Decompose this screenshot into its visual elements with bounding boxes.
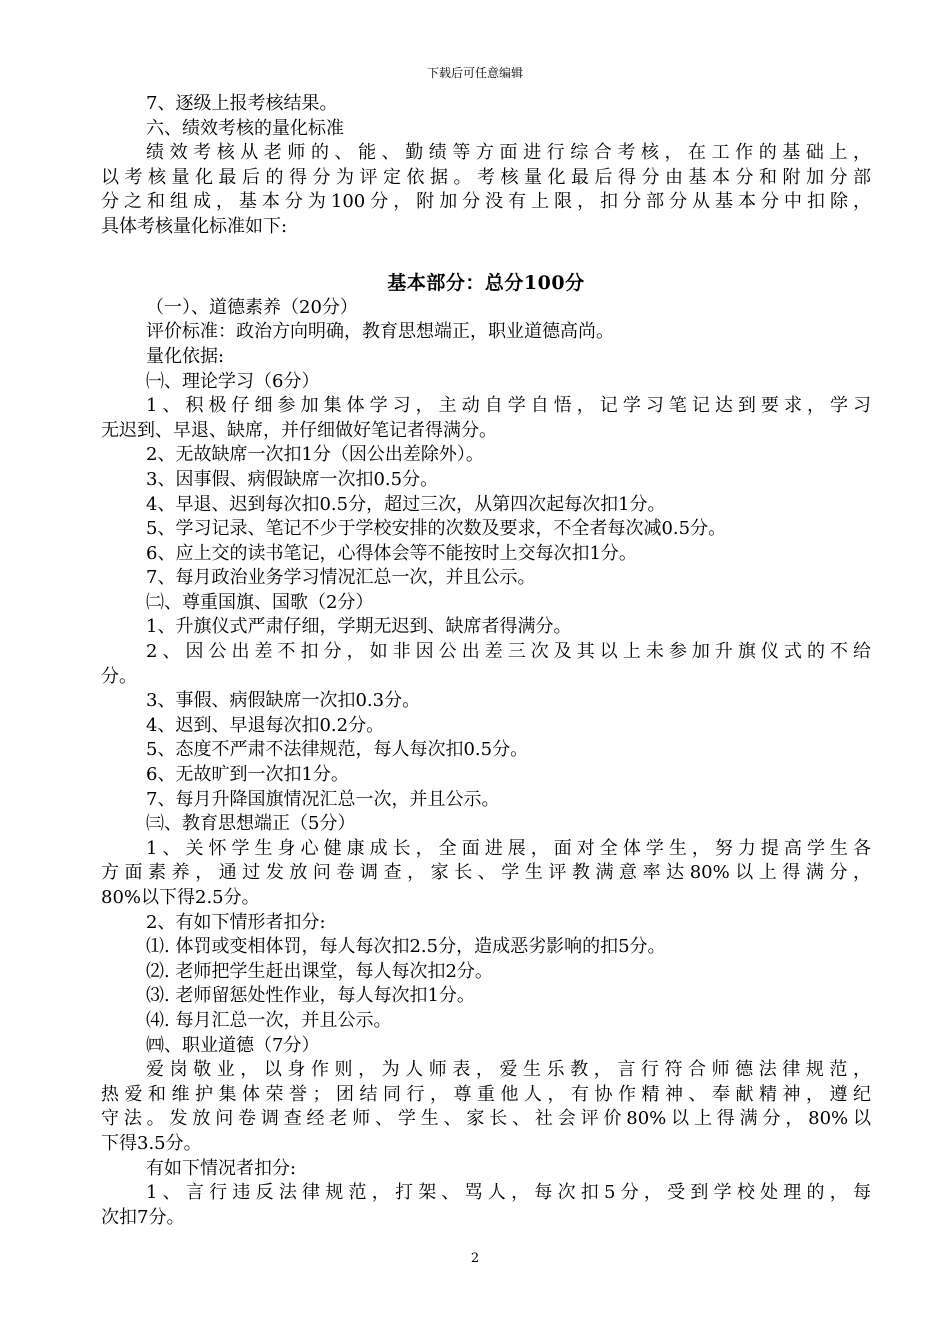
- paragraph-line: ⑴. 体罚或变相体罚，每人每次扣2.5分，造成恶劣影响的扣5分。: [146, 936, 666, 958]
- paragraph-line: 守法。发放问卷调查经老师、学生、家长、社会评价80%以上得满分，80%以: [101, 1108, 871, 1130]
- paragraph-line: 6、无故旷到一次扣1分。: [146, 764, 349, 786]
- paragraph-line: 4、早退、迟到每次扣0.5分，超过三次，从第四次起每次扣1分。: [146, 493, 666, 515]
- paragraph-line: 5、态度不严肃不法律规范，每人每次扣0.5分。: [146, 739, 529, 761]
- document-body: [101, 92, 871, 1230]
- paragraph-line: 2、因公出差不扣分，如非因公出差三次及其以上未参加升旗仪式的不给: [146, 641, 871, 663]
- section-heading: 基本部分：总分100分: [387, 272, 585, 295]
- paragraph-line: 1、积极仔细参加集体学习，主动自学自悟，记学习笔记达到要求，学习: [146, 395, 871, 417]
- paragraph-line: ⑶. 老师留惩处性作业，每人每次扣1分。: [146, 985, 475, 1007]
- item-title: ㈠、理论学习（6分）: [146, 370, 320, 392]
- paragraph-line: 以考核量化最后的得分为评定依据。考核量化最后得分由基本分和附加分部: [101, 166, 871, 188]
- paragraph-line: 2、有如下情形者扣分:: [146, 911, 326, 933]
- paragraph-line: 6、应上交的读书笔记，心得体会等不能按时上交每次扣1分。: [146, 542, 637, 564]
- paragraph-line: 具体考核量化标准如下:: [101, 215, 288, 237]
- paragraph-line: 2、无故缺席一次扣1分（因公出差除外）。: [146, 444, 484, 466]
- paragraph-line: 7、每月政治业务学习情况汇总一次，并且公示。: [146, 567, 536, 589]
- paragraph-line: 热爱和维护集体荣誉；团结同行，尊重他人，有协作精神、奉献精神，遵纪: [101, 1083, 871, 1105]
- paragraph-line: 爱岗敬业，以身作则，为人师表，爱生乐教，言行符合师德法律规范，: [146, 1059, 871, 1081]
- paragraph-line: 次扣7分。: [101, 1206, 185, 1228]
- paragraph-line: 无迟到、早退、缺席，并仔细做好笔记者得满分。: [101, 419, 497, 441]
- paragraph-line: 分。: [101, 665, 137, 687]
- paragraph-line: 绩效考核从老师的、能、勤绩等方面进行综合考核，在工作的基础上，: [146, 142, 871, 164]
- subsection-title: （一）、道德素养（20分）: [146, 296, 358, 318]
- paragraph-line: 量化依据:: [146, 345, 225, 367]
- spacer: [101, 240, 871, 265]
- item-title: ㈡、尊重国旗、国歌（2分）: [146, 591, 374, 613]
- paragraph-line: 下得3.5分。: [101, 1132, 202, 1154]
- paragraph-line: 4、迟到、早退每次扣0.2分。: [146, 714, 385, 736]
- item-title: ㈢、教育思想端正（5分）: [146, 813, 356, 835]
- paragraph-line: 7、逐级上报考核结果。: [146, 93, 338, 114]
- paragraph-line: ⑵. 老师把学生赶出课堂，每人每次扣2分。: [146, 960, 493, 982]
- paragraph-line: 有如下情况者扣分:: [146, 1157, 297, 1179]
- paragraph-line: 3、因事假、病假缺席一次扣0.5分。: [146, 468, 439, 490]
- paragraph-line: 5、学习记录、笔记不少于学校安排的次数及要求，不全者每次减0.5分。: [146, 518, 727, 540]
- paragraph-line: 1、升旗仪式严肃仔细，学期无迟到、缺席者得满分。: [146, 616, 572, 638]
- paragraph-line: 7、每月升降国旗情况汇总一次，并且公示。: [146, 788, 500, 810]
- paragraph-line: 分之和组成，基本分为100分，附加分没有上限，扣分部分从基本分中扣除，: [101, 191, 871, 213]
- section-title: 六、绩效考核的量化标准: [146, 117, 344, 139]
- paragraph-line: 1、关怀学生身心健康成长，全面进展，面对全体学生，努力提高学生各: [146, 837, 871, 859]
- paragraph-line: 80%以下得2.5分。: [101, 887, 260, 908]
- paragraph-line: 评价标准：政治方向明确，教育思想端正，职业道德高尚。: [146, 321, 614, 343]
- page-number: 2: [470, 1251, 480, 1266]
- paragraph-line: 1、言行违反法律规范，打架、骂人，每次扣5分，受到学校处理的，每: [146, 1182, 871, 1204]
- item-title: ㈣、职业道德（7分）: [146, 1034, 320, 1056]
- paragraph-line: 3、事假、病假缺席一次扣0.3分。: [146, 690, 421, 712]
- paragraph-line: 方面素养，通过发放问卷调查，家长、学生评教满意率达80%以上得满分，: [101, 862, 871, 884]
- header-note: 下载后可任意编辑: [426, 66, 523, 80]
- paragraph-line: ⑷. 每月汇总一次，并且公示。: [146, 1009, 392, 1031]
